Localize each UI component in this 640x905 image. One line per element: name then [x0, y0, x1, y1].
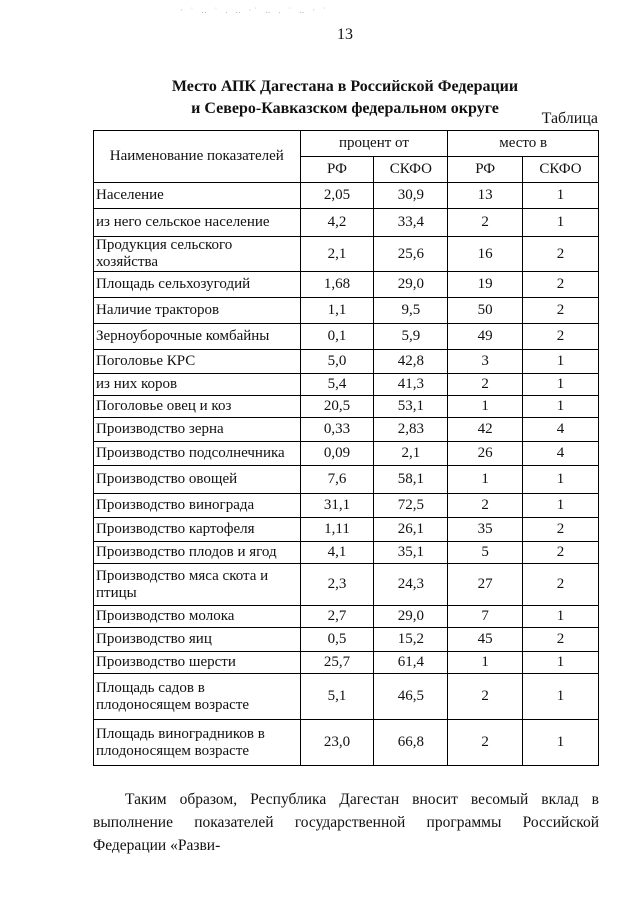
- row-name: Производство плодов и ягод: [94, 542, 301, 564]
- row-value: 7: [448, 606, 523, 628]
- table-row: [94, 466, 599, 494]
- table-row: [94, 674, 599, 720]
- row-value: 0,5: [300, 628, 374, 652]
- row-value: 13: [448, 183, 523, 209]
- table-row: [94, 606, 599, 628]
- row-value: 2: [448, 209, 523, 237]
- row-value: 42,8: [374, 350, 448, 374]
- row-value: 1: [523, 350, 599, 374]
- row-value: 45: [448, 628, 523, 652]
- row-value: 2,05: [300, 183, 374, 209]
- header-sub-skfo-percent: СКФО: [374, 157, 448, 183]
- row-value: 2: [523, 628, 599, 652]
- row-value: 1,68: [300, 272, 374, 298]
- row-value: 1: [523, 674, 599, 720]
- table-row: [94, 628, 599, 652]
- title-line-2: и Северо-Кавказском федеральном округе: [191, 100, 499, 117]
- row-value: 2: [523, 564, 599, 606]
- data-table: [93, 130, 599, 766]
- row-name: Производство зерна: [94, 418, 301, 442]
- row-value: 2: [523, 518, 599, 542]
- row-value: 26: [448, 442, 523, 466]
- row-name: Производство картофеля: [94, 518, 301, 542]
- header-sub-rf-percent: РФ: [300, 157, 374, 183]
- row-value: 5,0: [300, 350, 374, 374]
- row-value: 2: [523, 542, 599, 564]
- row-value: 1: [523, 374, 599, 396]
- header-sub-rf-place: РФ: [448, 157, 523, 183]
- row-value: 2: [523, 237, 599, 272]
- row-name: Поголовье овец и коз: [94, 396, 301, 418]
- row-value: 27: [448, 564, 523, 606]
- row-value: 72,5: [374, 494, 448, 518]
- row-value: 53,1: [374, 396, 448, 418]
- row-value: 1: [523, 396, 599, 418]
- table-row: [94, 324, 599, 350]
- row-value: 2,7: [300, 606, 374, 628]
- row-value: 1: [448, 396, 523, 418]
- header-percent-of: процент от: [300, 131, 448, 157]
- row-value: 1,11: [300, 518, 374, 542]
- row-value: 26,1: [374, 518, 448, 542]
- row-value: 46,5: [374, 674, 448, 720]
- header-sub-skfo-place: СКФО: [523, 157, 599, 183]
- row-value: 30,9: [374, 183, 448, 209]
- row-name: Производство молока: [94, 606, 301, 628]
- table-row: [94, 237, 599, 272]
- row-value: 24,3: [374, 564, 448, 606]
- row-value: 4,2: [300, 209, 374, 237]
- row-value: 31,1: [300, 494, 374, 518]
- row-value: 9,5: [374, 298, 448, 324]
- table-row: [94, 542, 599, 564]
- row-value: 33,4: [374, 209, 448, 237]
- row-value: 50: [448, 298, 523, 324]
- row-value: 2: [448, 720, 523, 766]
- row-value: 1: [523, 720, 599, 766]
- row-value: 1: [523, 209, 599, 237]
- row-value: 1: [523, 494, 599, 518]
- row-name: Производство яиц: [94, 628, 301, 652]
- row-value: 1,1: [300, 298, 374, 324]
- table-row: [94, 564, 599, 606]
- row-name: из него сельское население: [94, 209, 301, 237]
- row-value: 1: [448, 466, 523, 494]
- row-value: 7,6: [300, 466, 374, 494]
- row-value: 5,1: [300, 674, 374, 720]
- table-row: [94, 396, 599, 418]
- row-value: 4: [523, 418, 599, 442]
- row-value: 29,0: [374, 606, 448, 628]
- row-value: 35,1: [374, 542, 448, 564]
- row-value: 20,5: [300, 396, 374, 418]
- table-row: [94, 350, 599, 374]
- row-value: 2,1: [374, 442, 448, 466]
- row-value: 0,1: [300, 324, 374, 350]
- row-value: 41,3: [374, 374, 448, 396]
- row-value: 1: [448, 652, 523, 674]
- row-name: Производство винограда: [94, 494, 301, 518]
- row-value: 1: [523, 652, 599, 674]
- row-value: 3: [448, 350, 523, 374]
- table-row: [94, 494, 599, 518]
- table-row: [94, 183, 599, 209]
- scan-noise: · ˙ ‥ ˙ . ‥ ·˙ ‥ . ˙ ‥ · ˙: [180, 6, 329, 15]
- row-value: 35: [448, 518, 523, 542]
- page-number: 13: [337, 26, 353, 43]
- row-value: 2,83: [374, 418, 448, 442]
- row-value: 19: [448, 272, 523, 298]
- row-value: 1: [523, 183, 599, 209]
- row-name: Площадь сельхозугодий: [94, 272, 301, 298]
- row-value: 58,1: [374, 466, 448, 494]
- row-value: 49: [448, 324, 523, 350]
- row-value: 4,1: [300, 542, 374, 564]
- row-value: 42: [448, 418, 523, 442]
- row-value: 66,8: [374, 720, 448, 766]
- table-row: [94, 442, 599, 466]
- row-value: 4: [523, 442, 599, 466]
- row-name: Площадь садов в плодоносящем возрасте: [94, 674, 301, 720]
- row-name: Население: [94, 183, 301, 209]
- row-name: Производство мяса скота и птицы: [94, 564, 301, 606]
- row-name: Площадь виноградников в плодоносящем возрасте: [94, 720, 301, 766]
- row-value: 5,9: [374, 324, 448, 350]
- row-name: Зерноуборочные комбайны: [94, 324, 301, 350]
- row-value: 25,6: [374, 237, 448, 272]
- table-row: [94, 272, 599, 298]
- row-value: 0,09: [300, 442, 374, 466]
- row-name: Производство овощей: [94, 466, 301, 494]
- row-value: 0,33: [300, 418, 374, 442]
- table-row: [94, 374, 599, 396]
- row-name: Наличие тракторов: [94, 298, 301, 324]
- title-line-1: Место АПК Дагестана в Российской Федерации: [171, 78, 519, 95]
- row-value: 15,2: [374, 628, 448, 652]
- row-value: 2: [448, 494, 523, 518]
- row-value: 1: [523, 466, 599, 494]
- header-name: Наименование показателей: [94, 131, 301, 183]
- row-value: 2: [523, 324, 599, 350]
- row-value: 2: [523, 298, 599, 324]
- row-value: 1: [523, 606, 599, 628]
- row-value: 61,4: [374, 652, 448, 674]
- table-row: [94, 518, 599, 542]
- table-row: [94, 652, 599, 674]
- row-name: Производство подсолнечника: [94, 442, 301, 466]
- table-row: [94, 209, 599, 237]
- header-place-in: место в: [448, 131, 599, 157]
- row-value: 2,1: [300, 237, 374, 272]
- row-value: 2: [523, 272, 599, 298]
- row-name: из них коров: [94, 374, 301, 396]
- table-row: [94, 298, 599, 324]
- row-value: 2: [448, 674, 523, 720]
- row-value: 5: [448, 542, 523, 564]
- row-name: Производство шерсти: [94, 652, 301, 674]
- row-value: 25,7: [300, 652, 374, 674]
- row-value: 23,0: [300, 720, 374, 766]
- table-row: [94, 720, 599, 766]
- row-name: Поголовье КРС: [94, 350, 301, 374]
- row-value: 29,0: [374, 272, 448, 298]
- row-name: Продукция сельского хозяйства: [94, 237, 301, 272]
- row-value: 2,3: [300, 564, 374, 606]
- row-value: 5,4: [300, 374, 374, 396]
- row-value: 16: [448, 237, 523, 272]
- table-label: Таблица: [541, 110, 598, 127]
- body-paragraph: Таким образом, Республика Дагестан вносит весомый вклад в выполнение показателей государственной программы Российской Федерации «Разви-: [93, 791, 599, 854]
- table-body: [94, 183, 599, 766]
- table-row: [94, 418, 599, 442]
- row-value: 2: [448, 374, 523, 396]
